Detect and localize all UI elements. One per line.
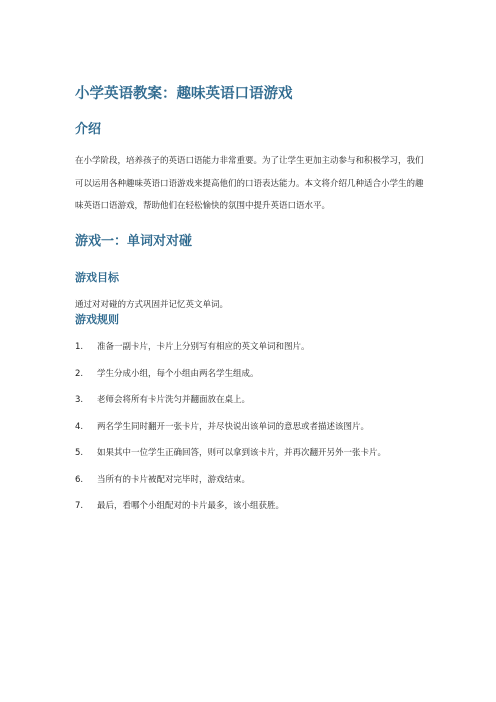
list-item-text: 老师会将所有卡片洗匀并翻面放在桌上。 — [97, 395, 251, 405]
rules-heading: 游戏规则 — [75, 313, 119, 326]
list-number: 3. — [75, 395, 84, 405]
list-number: 7. — [75, 501, 84, 511]
list-item — [75, 336, 435, 359]
list-item-text: 如果其中一位学生正确回答，则可以拿到该卡片，并再次翻开另外一张卡片。 — [97, 448, 387, 458]
goal-heading: 游戏目标 — [75, 271, 119, 284]
list-item — [75, 469, 435, 492]
list-number: 2. — [75, 368, 84, 379]
list-item — [75, 495, 435, 518]
list-number: 1. — [75, 342, 84, 352]
rules-list — [75, 336, 435, 522]
list-number: 6. — [75, 474, 84, 485]
list-item — [75, 389, 435, 412]
list-item-text: 最后，看哪个小组配对的卡片最多，该小组获胜。 — [97, 501, 285, 511]
list-item — [75, 363, 435, 386]
list-number: 5. — [75, 448, 84, 458]
list-item — [75, 416, 435, 439]
intro-heading: 介绍 — [75, 122, 102, 137]
goal-text: 通过对对碰的方式巩固并记忆英文单词。 — [75, 300, 229, 310]
game1-heading: 游戏一：单词对对碰 — [75, 234, 193, 249]
list-item-text: 学生分成小组，每个小组由两名学生组成。 — [97, 368, 259, 379]
list-item-text: 当所有的卡片被配对完毕时，游戏结束。 — [97, 474, 251, 485]
document-title: 小学英语教案：趣味英语口语游戏 — [75, 86, 293, 102]
list-item-text: 两名学生同时翻开一张卡片，并尽快说出该单词的意思或者描述该图片。 — [97, 421, 370, 432]
list-item-text: 准备一副卡片，卡片上分别写有相应的英文单词和图片。 — [97, 342, 310, 352]
list-number: 4. — [75, 421, 84, 432]
list-item — [75, 442, 435, 465]
intro-paragraph: 在小学阶段，培养孩子的英语口语能力非常重要。为了让学生更加主动参与和积极学习，我们可以运用各种趣味英语口语游戏来提高他们的口语表达能力。本文将介绍几种适合小学生的趣味英语口语游戏，帮助他们在轻松愉快的氛围中提升英语口语水平。 — [75, 156, 424, 211]
